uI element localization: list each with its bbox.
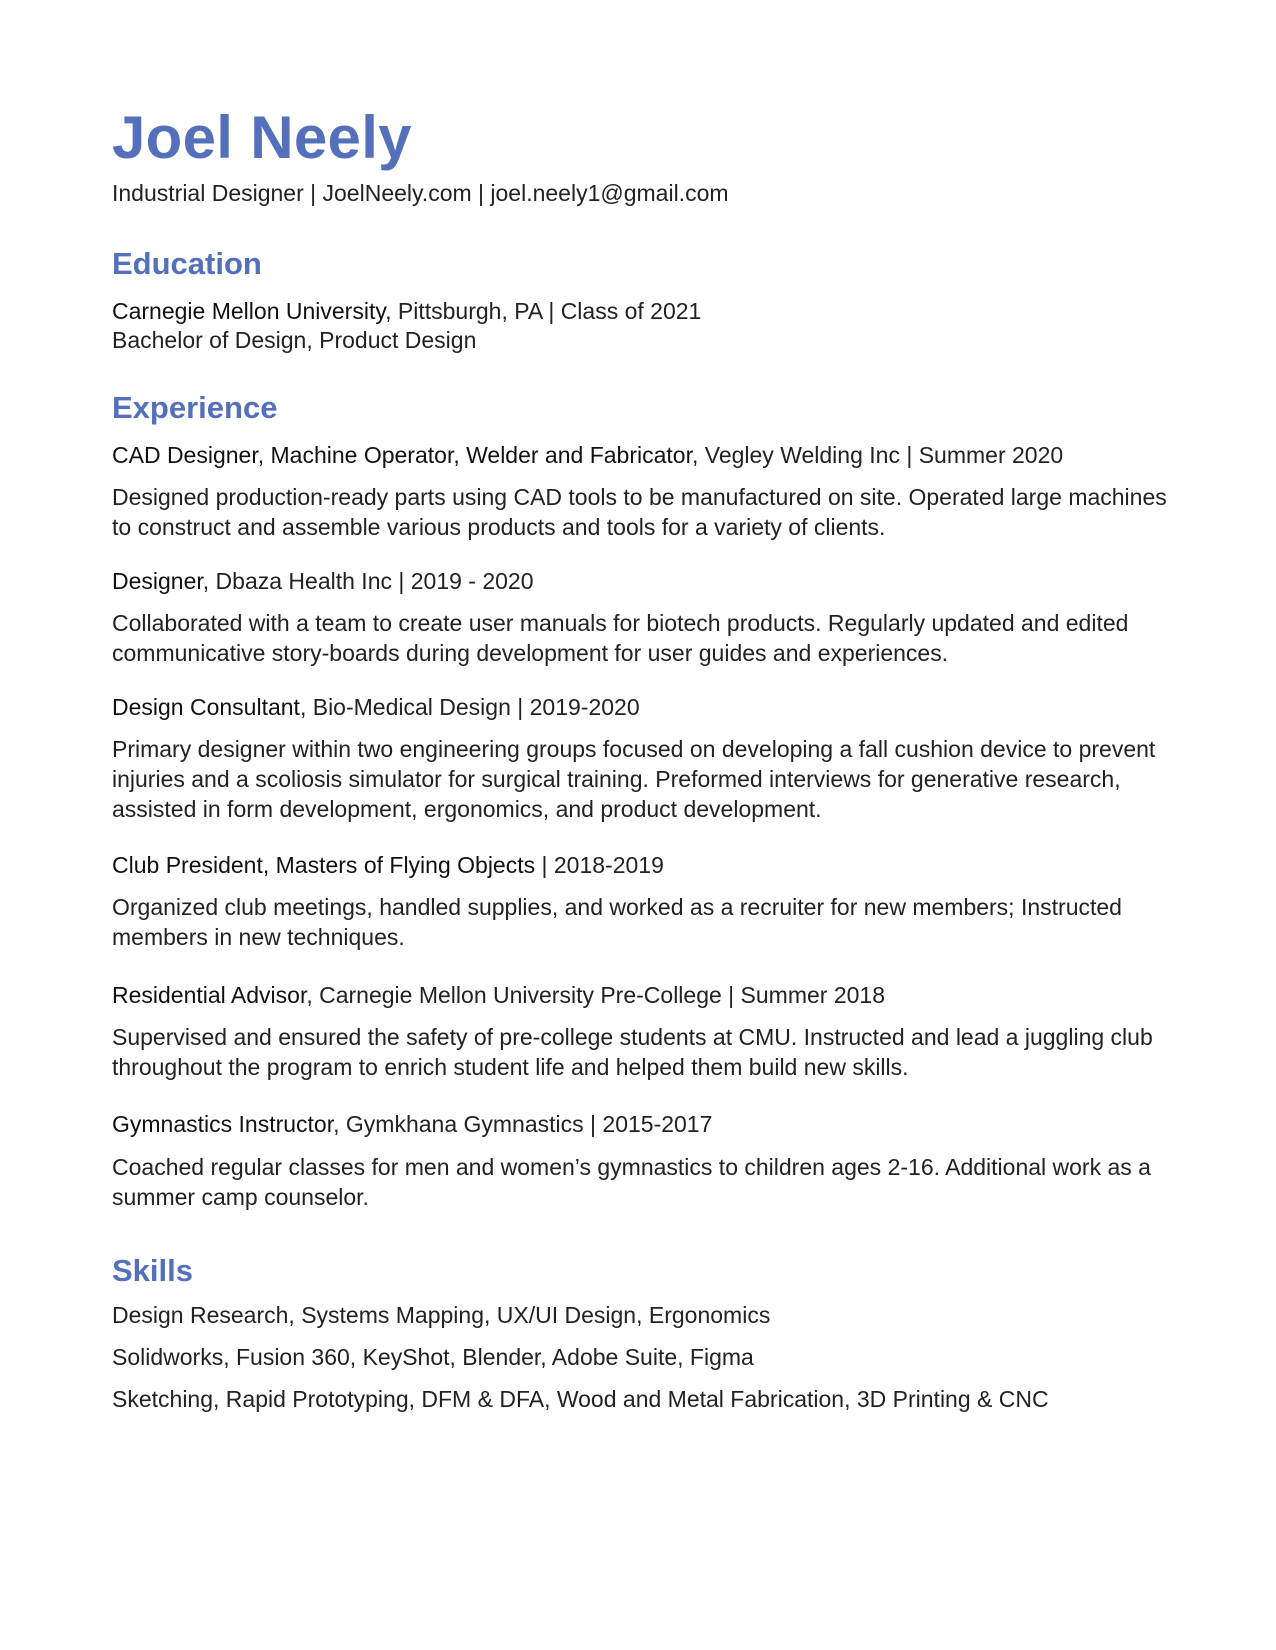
education-school-line (112, 296, 701, 326)
experience-entry-2-heading (112, 566, 534, 596)
experience-org: , Gymkhana Gymnastics | 2015-2017 (333, 1111, 713, 1137)
skills-line: Solidworks, Fusion 360, KeyShot, Blender, Adobe Suite, Figma (112, 1344, 754, 1370)
skills-line: Sketching, Rapid Prototyping, DFM & DFA, Wood and Metal Fabrication, 3D Printing & CNC (112, 1386, 1049, 1412)
experience-role: Residential Advisor (112, 982, 307, 1008)
experience-org: | 2018-2019 (535, 852, 664, 878)
experience-entry-4-description: Organized club meetings, handled supplies, and worked as a recruiter for new members; Instructed members in new techniques. (112, 894, 1122, 950)
experience-role: Club President, Masters of Flying Objects (112, 852, 536, 878)
experience-org: , Vegley Welding Inc | Summer 2020 (691, 442, 1064, 468)
experience-entry-6-heading (112, 1109, 712, 1139)
experience-entry-6-description: Coached regular classes for men and women’s gymnastics to children ages 2-16. Additional work as a summer camp counselor. (112, 1154, 1151, 1210)
experience-role: Gymnastics Instructor (112, 1111, 334, 1137)
school-name: Carnegie Mellon University (112, 298, 386, 324)
skills-heading: Skills (112, 1253, 193, 1288)
skills-line: Design Research, Systems Mapping, UX/UI Design, Ergonomics (112, 1302, 771, 1328)
education-degree: Bachelor of Design, Product Design (112, 327, 477, 353)
experience-heading: Experience (112, 390, 278, 425)
experience-entry-5-heading (112, 980, 885, 1010)
school-details: , Pittsburgh, PA | Class of 2021 (385, 298, 702, 324)
experience-entry-3-description: Primary designer within two engineering groups focused on developing a fall cushion device to prevent injuries and a scoliosis simulator for surgical training. Preformed interviews for generative research, assisted in form development, ergonomics, and product development. (112, 736, 1156, 822)
experience-role: CAD Designer, Machine Operator, Welder and Fabricator (112, 442, 692, 468)
experience-entry-1-heading (112, 440, 1063, 470)
experience-entry-3-heading (112, 692, 640, 722)
experience-entry-5-description: Supervised and ensured the safety of pre-college students at CMU. Instructed and lead a juggling club throughout the program to enrich student life and helped them build new skills. (112, 1024, 1153, 1080)
experience-org: , Bio-Medical Design | 2019-2020 (299, 694, 640, 720)
experience-org: , Carnegie Mellon University Pre-College | Summer 2018 (306, 982, 886, 1008)
education-heading: Education (112, 246, 262, 281)
experience-org: , Dbaza Health Inc | 2019 - 2020 (202, 568, 534, 594)
experience-entry-1-description: Designed production-ready parts using CAD tools to be manufactured on site. Operated large machines to construct and assemble various products and tools for a variety of clients. (112, 484, 1167, 540)
experience-entry-2-description: Collaborated with a team to create user manuals for biotech products. Regularly updated and edited communicative story-boards during development for user guides and experiences. (112, 610, 1129, 666)
experience-role: Design Consultant (112, 694, 300, 720)
experience-role: Designer (112, 568, 203, 594)
contact-line: Industrial Designer | JoelNeely.com | joel.neely1@gmail.com (112, 180, 729, 206)
candidate-name: Joel Neely (112, 104, 412, 171)
experience-entry-4-heading (112, 850, 664, 880)
